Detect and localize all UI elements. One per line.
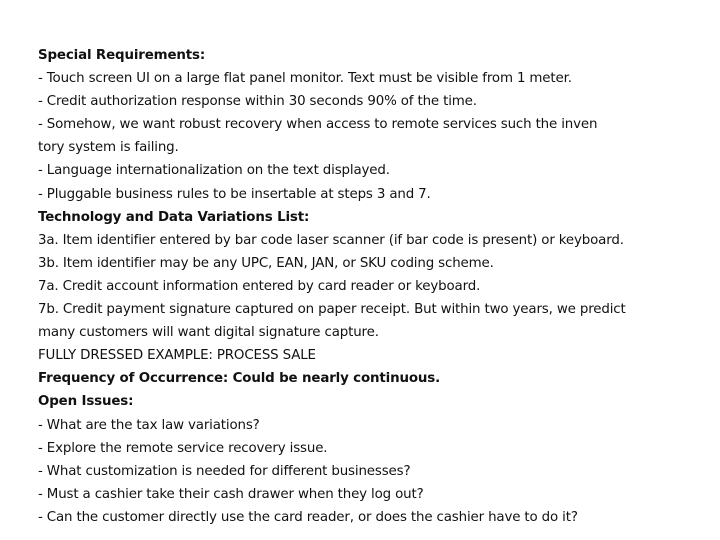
special-requirement-item: - Credit authorization response within 30 seconds 90% of the time. xyxy=(38,94,477,110)
frequency-of-occurrence: Frequency of Occurrence: Could be nearly continuous. xyxy=(38,371,441,387)
document-body xyxy=(38,44,698,529)
technology-variations-heading: Technology and Data Variations List: xyxy=(38,209,310,225)
open-issue-item: - Can the customer directly use the card reader, or does the cashier have to do it? xyxy=(38,509,578,525)
technology-variation-item: 3a. Item identifier entered by bar code laser scanner (if bar code is present) or keyboard. xyxy=(38,232,624,248)
technology-variation-item: many customers will want digital signature capture. xyxy=(38,325,379,341)
special-requirement-item: - Pluggable business rules to be insertable at steps 3 and 7. xyxy=(38,186,431,202)
open-issues-heading: Open Issues: xyxy=(38,394,134,410)
technology-variation-item: 7b. Credit payment signature captured on paper receipt. But within two years, we predict xyxy=(38,302,626,318)
open-issue-item: - What are the tax law variations? xyxy=(38,417,260,433)
example-title: FULLY DRESSED EXAMPLE: PROCESS SALE xyxy=(38,348,316,364)
special-requirement-item: tory system is failing. xyxy=(38,140,179,156)
open-issue-item: - Must a cashier take their cash drawer when they log out? xyxy=(38,486,424,502)
technology-variation-item: 7a. Credit account information entered by card reader or keyboard. xyxy=(38,278,481,294)
special-requirements-heading: Special Requirements: xyxy=(38,48,206,63)
special-requirement-item: - Touch screen UI on a large flat panel monitor. Text must be visible from 1 meter. xyxy=(38,71,572,87)
special-requirement-item: - Somehow, we want robust recovery when access to remote services such the inven xyxy=(38,117,598,133)
open-issue-item: - Explore the remote service recovery issue. xyxy=(38,440,328,456)
open-issue-item: - What customization is needed for different businesses? xyxy=(38,463,411,479)
special-requirement-item: - Language internationalization on the text displayed. xyxy=(38,163,390,179)
technology-variation-item: 3b. Item identifier may be any UPC, EAN, JAN, or SKU coding scheme. xyxy=(38,255,494,271)
